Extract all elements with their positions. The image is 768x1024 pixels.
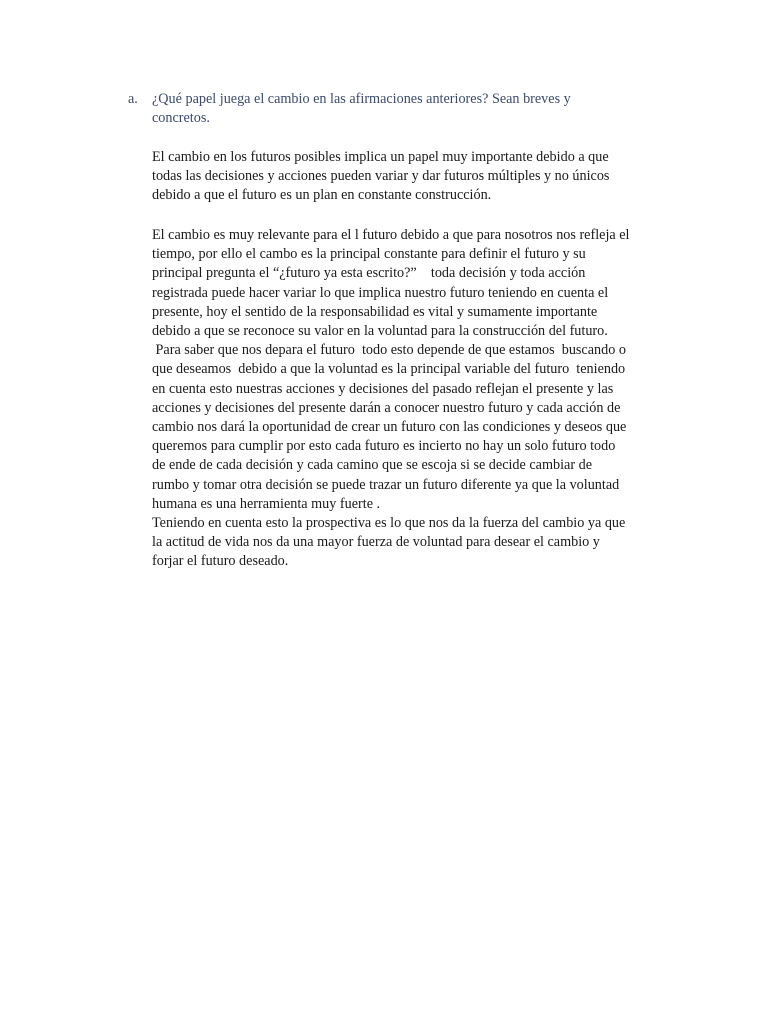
paragraph-line: queremos para cumplir por esto cada futuro es incierto no hay un solo futuro todo xyxy=(152,438,616,455)
list-marker: a. xyxy=(128,91,138,107)
paragraph-line: forjar el futuro deseado. xyxy=(152,553,289,570)
paragraph-line: debido a que el futuro es un plan en constante construcción. xyxy=(152,187,492,204)
paragraph-line: humana es una herramienta muy fuerte . xyxy=(152,495,381,512)
question-line: ¿Qué papel juega el cambio en las afirmaciones anteriores? Sean breves y xyxy=(152,91,571,107)
paragraph-line: acciones y decisiones del presente darán a conocer nuestro futuro y cada acción de xyxy=(152,399,621,416)
answer-paragraph-1 xyxy=(152,148,609,206)
paragraph-line: cambio nos dará la oportunidad de crear un futuro con las condiciones y deseos que xyxy=(152,419,627,436)
paragraph-line: todas las decisiones y acciones pueden variar y dar futuros múltiples y no únicos xyxy=(152,168,610,185)
paragraph-line: registrada puede hacer variar lo que implica nuestro futuro teniendo en cuenta el xyxy=(152,284,609,301)
paragraph-line: la actitud de vida nos da una mayor fuerza de voluntad para desear el cambio y xyxy=(152,534,600,551)
paragraph-line: rumbo y tomar otra decisión se puede trazar un futuro diferente ya que la voluntad xyxy=(152,476,620,493)
answer-paragraph-2 xyxy=(152,226,629,572)
question-line: concretos. xyxy=(152,110,210,127)
question xyxy=(152,90,672,128)
paragraph-line: en cuenta esto nuestras acciones y decisiones del pasado reflejan el presente y las xyxy=(152,380,614,397)
paragraph-line: Teniendo en cuenta esto la prospectiva es lo que nos da la fuerza del cambio ya que xyxy=(152,515,626,532)
paragraph-line: tiempo, por ello el cambo es la principal constante para definir el futuro y su xyxy=(152,246,586,263)
paragraph-line: principal pregunta el “¿futuro ya esta escrito?” toda decisión y toda acción xyxy=(152,265,586,282)
paragraph-line: debido a que se reconoce su valor en la voluntad para la construcción del futuro. xyxy=(152,323,608,340)
list-item-body xyxy=(152,90,672,570)
paragraph-line: que deseamos debido a que la voluntad es la principal variable del futuro teniendo xyxy=(152,361,626,378)
paragraph-line: El cambio es muy relevante para el l futuro debido a que para nosotros nos refleja el xyxy=(152,227,630,243)
paragraph-line: El cambio en los futuros posibles implica un papel muy importante debido a que xyxy=(152,149,609,165)
paragraph-line: presente, hoy el sentido de la responsabilidad es vital y sumamente importante xyxy=(152,303,598,320)
paragraph-line: de ende de cada decisión y cada camino que se escoja si se decide cambiar de xyxy=(152,457,592,474)
paragraph-line: Para saber que nos depara el futuro todo esto depende de que estamos buscando o xyxy=(152,342,626,359)
